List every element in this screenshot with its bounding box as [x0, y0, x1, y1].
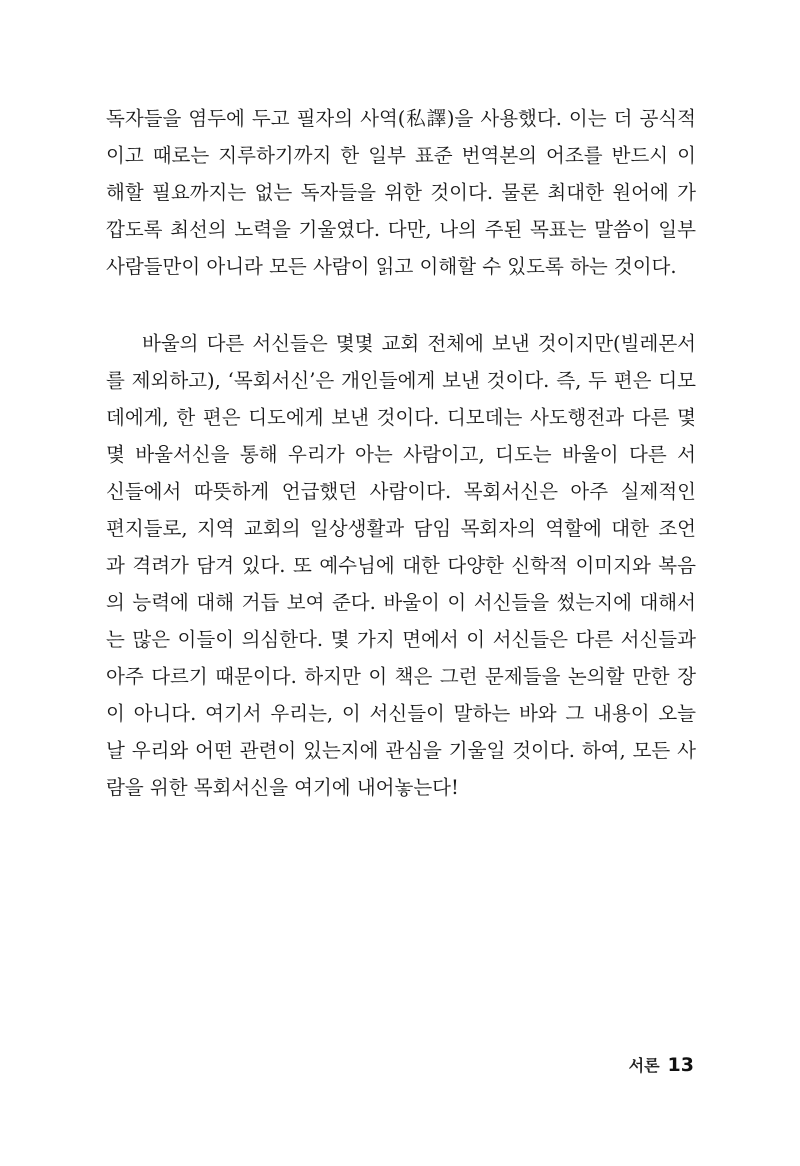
paragraph-2: [106, 325, 696, 806]
text-line: 를 제외하고), ‘목회서신’은 개인들에게 보낸 것이다. 즉, 두 편은 디모: [106, 369, 696, 392]
text-line: 이 아니다. 여기서 우리는, 이 서신들이 말하는 바와 그 내용이 오늘: [106, 702, 696, 725]
text-line: 몇 바울서신을 통해 우리가 아는 사람이고, 디도는 바울이 다른 서: [106, 443, 696, 466]
section-title: 서론: [628, 1056, 660, 1075]
paragraph-1: [106, 100, 696, 285]
text-line: 신들에서 따뜻하게 언급했던 사람이다. 목회서신은 아주 실제적인: [106, 480, 696, 503]
text-line: 이고 때로는 지루하기까지 한 일부 표준 번역본의 어조를 반드시 이: [106, 144, 696, 167]
text-line: 날 우리와 어떤 관련이 있는지에 관심을 기울일 것이다. 하여, 모든 사: [106, 739, 696, 762]
text-line: 는 많은 이들이 의심한다. 몇 가지 면에서 이 서신들은 다른 서신들과: [106, 628, 696, 651]
text-line: 과 격려가 담겨 있다. 또 예수님에 대한 다양한 신학적 이미지와 복음: [106, 554, 696, 577]
text-line: 데에게, 한 편은 디도에게 보낸 것이다. 디모데는 사도행전과 다른 몇: [106, 406, 696, 429]
text-line: 해할 필요까지는 없는 독자들을 위한 것이다. 물론 최대한 원어에 가: [106, 181, 696, 204]
page-number: 13: [667, 1054, 694, 1076]
page-footer: [629, 1053, 694, 1076]
text-line: 의 능력에 대해 거듭 보여 준다. 바울이 이 서신들을 썼는지에 대해서: [106, 591, 696, 614]
text-line: 독자들을 염두에 두고 필자의 사역(私譯)을 사용했다. 이는 더 공식적: [106, 107, 696, 130]
text-line: 깝도록 최선의 노력을 기울였다. 다만, 나의 주된 목표는 말씀이 일부: [106, 218, 696, 241]
text-line: 람을 위한 목회서신을 여기에 내어놓는다!: [106, 776, 459, 799]
text-line: 바울의 다른 서신들은 몇몇 교회 전체에 보낸 것이지만(빌레몬서: [142, 332, 696, 355]
text-line: 편지들로, 지역 교회의 일상생활과 담임 목회자의 역할에 대한 조언: [106, 517, 696, 540]
text-line: 사람들만이 아니라 모든 사람이 읽고 이해할 수 있도록 하는 것이다.: [106, 255, 677, 278]
text-line: 아주 다르기 때문이다. 하지만 이 책은 그런 문제들을 논의할 만한 장: [106, 665, 696, 688]
